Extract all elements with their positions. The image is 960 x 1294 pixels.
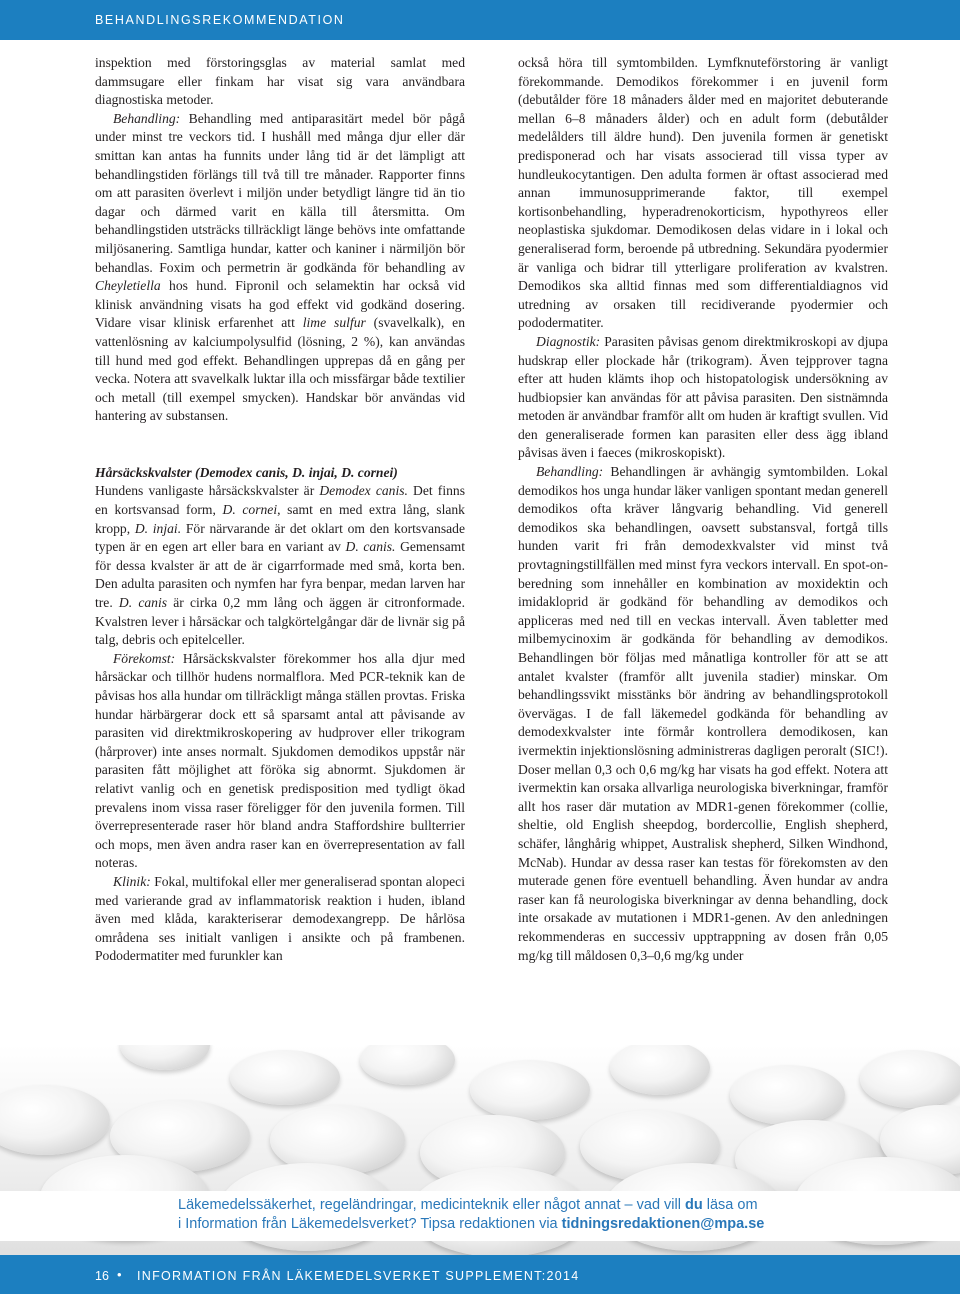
paragraph-text: Behandling med antiparasitärt medel bör pågå under minst tre veckors tid. I hushåll med många djur eller där smittan kan antas ha funnits under lång tid är det lämpligt att behandlingstiden förlängs till två till tre månader. Rapporter finns om att parasiten överlevt i miljön under betydligt längre tid än tio dagar och därmed varit en källa till återsmitta. Om behandlingstiden utsträcks tillräckligt länge behövs inte omfattande miljösanering. Samtliga hundar, katter och kaniner i närmiljön bör behandlas. Foxim och permetrin är godkända för behandling av [95, 110, 465, 275]
right-column [518, 54, 888, 965]
pill-icon [120, 1045, 210, 1070]
paragraph: också höra till symtombilden. Lymfknuteförstoring är vanligt förekommande. Demodikos förekommer i en juvenil form (debutålder före 18 månaders ålder med en majoritet debuterande mellan 6–8 månaders ålder) och en adult form (debutålder medelålders till äldre hund). Den juvenila formen är genetiskt predisponerad och har visats associerad till vissa typer av hundleukocytantigen. Den adulta formen är oftast associerad med annan immunosupprimerande faktor, till exempel kortisonbehandling, hyperadrenokorticism, hypothyreos eller neoplastiska sjukdomar. Demodikosen delas vidare in i lokal och generaliserad form, beroende på utbredning. Sekundära pyodermier är vanliga och bidrar till ytterligare proliferation av kvalstren. Demodikos ska alltid finnas med som differentialdiagnos vid utredning av orsaken till recidiverande pyodermier och pododermatiter. [518, 55, 888, 331]
email-link[interactable]: tidningsredaktionen@mpa.se [561, 1216, 765, 1232]
paragraph-demodex [95, 482, 465, 649]
pill-icon [730, 1065, 845, 1125]
species-name: D. canis. [345, 539, 396, 555]
paragraph: inspektion med förstoringsglas av material samlat med dammsugare eller finkam har visat sig vara användbara diagnostiska metoder. [95, 55, 465, 108]
paragraph-text: Hårsäckskvalster förekommer hos alla djur med hårsäckar och tillhör hudens normalflora. Med PCR-teknik kan de påvisas hos alla hundar om tillräckligt många ställen provtas. Friska hundar härbärgerar dock ett så sparsamt antal att påvisande av parasiten vid direktmikroskopering av hudprover eller trikogram (hårprover) inte anses normalt. Sjukdomen demodikos uppstår när parasiten fått möjlighet att föröka sig abnormt. Sjukdomen är relativt vanlig och en genetisk predisposition med tydligt ökad prevalens inom vissa raser föreligger för den juvenila formen. Till överrepresenterade raser hör bland andra Staffordshire bullterrier och mops, men även andra raser kan en överrepresentation av fall noteras. [95, 650, 465, 871]
paragraph-text: Parasiten påvisas genom direktmikroskopi av djupa hudskrap eller plockade hår (trikogram). Även tejpprover tagna efter att huden klämts ihop och histopatologisk undersökning av hudbiopsier kan användas för att påvisa parasiten. Den sistnämnda metoden är användbar framför allt om huden är kraftigt svullen. Vid den generaliserade formen kan parasiten eller dess ägg ibland påvisas även i faeces (mikroskopiskt). [518, 333, 888, 461]
run-in-heading: Diagnostik: [536, 333, 601, 349]
term: lime sulfur [302, 315, 366, 331]
species-name: Cheyletiella [95, 278, 161, 294]
species-name: D. cornei [222, 502, 278, 518]
run-in-heading: Förekomst: [113, 650, 176, 666]
paragraph-text: Hundens vanligaste hårsäckskvalster är [95, 483, 320, 499]
paragraph-text: , samt en med extra lång, slank kropp, [95, 502, 465, 536]
pill-icon [860, 1050, 960, 1108]
pill-icon [0, 1085, 110, 1155]
banner-line: Läkemedelssäkerhet, regeländringar, medicinteknik eller något annat – vad vill [178, 1197, 685, 1213]
species-name: D. canis [118, 595, 168, 611]
banner-text [178, 1196, 878, 1234]
paragraph-behandling [518, 463, 888, 965]
bullet-icon: • [117, 1267, 122, 1282]
paragraph-behandling [95, 110, 465, 426]
publication-title: INFORMATION FRÅN LÄKEMEDELSVERKET SUPPLEMENT:2014 [137, 1269, 580, 1283]
info-banner [0, 1191, 960, 1241]
run-in-heading: Klinik: [113, 873, 151, 889]
paragraph-text: Behandlingen är avhängig symtombilden. Lokal demodikos hos unga hundar läker vanligen spontant medan generell demodikos ofta kräver långvarig behandling. Vid generell demodikos ska behandlingen, oavsett substansval, fortgå tills hunden varit fri från demodexkvalster vid minst två provtagningstillfällen med minst fyra veckors intervall. En spot-on-beredning som innehåller en kombination av moxidektin och imidakloprid är godkänd för behandling av demodikos och appliceras med ned till en veckas intervall. Även tabletter med milbemycinoxim är godkända för behandling av demodikos. Behandlingen bör följas med månatliga kontroller för att se att antalet kvalster (framför allt juvenila stadier) minskar. Om behandlingssvikt misstänks bör ändring av behandlingsprotokoll övervägas. I de fall läkemedel godkända för behandling av demodexkvalster inte förmår kontrollera demodikosen, kan ivermektin injektionslösning administreras dagligen peroralt (SIC!). Doser mellan 0,3 och 0,6 mg/kg har visats ha god effekt. Notera att ivermektin kan orsaka allvarliga neurologiska biverkningar, framför allt hos raser där mutation av MDR1-genen förekommer (collie, sheltie, old English sheepdog, bordercollie, English shepherd, schäfer, långhårig whippet, Australisk shepherd, Silken Windhond, McNab). Hundar av dessa raser kan testas för förekomsten av den muterade genen före eventuell behandling. Även hundar av andra raser kan få neurologiska biverkningar av denna behandling, dock inte orsakade av mutationen i MDR1-genen. Av den anledningen rekommenderas en successiv upptrappning av dosen från 0,05 mg/kg till måldosen 0,3–0,6 mg/kg under [518, 464, 888, 963]
paragraph-diagnostik [518, 333, 888, 463]
paragraph-text: Det finns en kortsvansad form, [95, 483, 465, 518]
page-number: 16 [95, 1269, 109, 1283]
run-in-heading: Behandling: [113, 110, 181, 126]
run-in-heading: Behandling: [536, 464, 604, 480]
species-name: Demodex canis. [319, 483, 408, 499]
pill-icon [230, 1050, 340, 1105]
section-heading: Hårsäckskvalster (Demodex canis, D. injai, D. cornei) [95, 464, 398, 480]
banner-emphasis: du [685, 1197, 703, 1213]
banner-line: läsa om [702, 1197, 758, 1213]
paragraph-text: Gemensamt för dessa kvalster är att de är cigarrformade med små, korta ben. Den adulta parasiten och nymfen har fyra benpar, medan larven har tre. [95, 539, 465, 611]
section-label: BEHANDLINGSREKOMMENDATION [95, 13, 345, 27]
species-name: D. injai. [134, 520, 182, 536]
pill-icon [610, 1045, 710, 1095]
paragraph-text: För närvarande är det oklart om den kortsvansade typen är en egen art eller bara en variant av [95, 520, 465, 555]
paragraph-text: hos hund. Fipronil och selamektin har också vid klinisk användning visats ha god effekt vid godkänd dosering. Vidare visar klinisk erfarenhet att [95, 278, 465, 331]
pill-icon [470, 1060, 590, 1120]
pill-icon [360, 1045, 455, 1085]
paragraph-text: (svavelkalk), en vattenlösning av kalciumpolysulfid (lösning, 2 %), kan användas till hund med god effekt. Behandlingen upprepas då en gång per vecka. Notera att svavelkalk luktar illa och missfärgar både textilier och metall (till exempel smycken). Handskar bör användas vid hantering av substansen. [95, 315, 465, 424]
paragraph-text: är cirka 0,2 mm lång och äggen är citronformade. Kvalstren lever i hårsäckar och talgkörtelgångar där de livnär sig på talg, debris och epitelceller. [95, 595, 465, 648]
paragraph-klinik [95, 873, 465, 966]
paragraph-text: Fokal, multifokal eller mer generaliserad spontan alopeci med varierande grad av inflammatorisk reaktion i huden, ibland även med klåda, karakteriserar demodexangrepp. De hårlösa områdena ses initialt vanligen i ansikte och på frambenen. Pododermatiter med furunkler kan [95, 873, 465, 964]
banner-line: i Information från Läkemedelsverket? Tipsa redaktionen via [178, 1216, 562, 1232]
paragraph-forekomst [95, 650, 465, 873]
left-column [95, 54, 465, 966]
